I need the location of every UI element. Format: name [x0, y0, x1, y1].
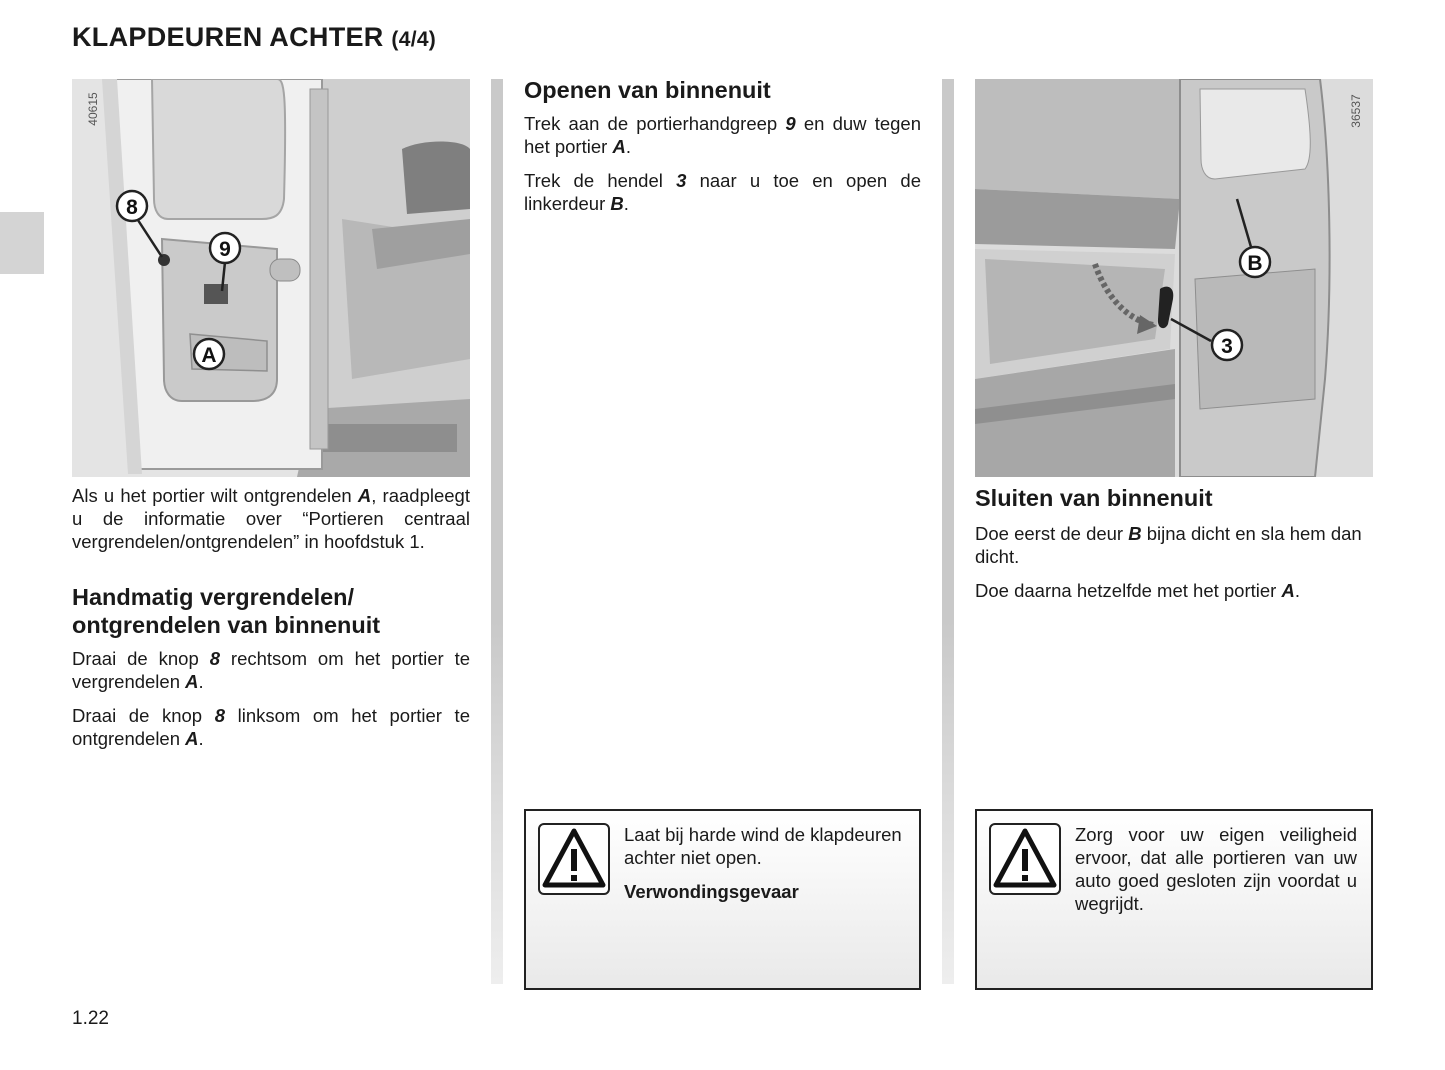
warning-box [975, 809, 1373, 990]
figure-code: 36537 [1349, 94, 1363, 128]
page-title [72, 22, 436, 53]
page-number: 1.22 [72, 1008, 109, 1029]
lever-paragraph: Trek de hendel 3 naar u toe en open de linkerdeur B. [524, 170, 922, 214]
callout-label: 3 [1221, 335, 1233, 358]
warning-text: Laat bij harde wind de klapdeuren achter niet open. [624, 824, 902, 868]
warning-icon [989, 823, 1061, 895]
lock-paragraph: Draai de knop 8 rechtsom om het portier te vergrendelen A. [72, 648, 471, 692]
section-heading: Sluiten van binnenuit [975, 485, 1213, 511]
title-part: (4/4) [391, 28, 437, 51]
callout-label: A [201, 344, 217, 367]
title-main: KLAPDEUREN ACHTER [72, 22, 384, 52]
warning-icon [538, 823, 610, 895]
section-heading: Handmatig vergrendelen/ ontgrendelen van binnenuit [72, 584, 381, 638]
right-column-text [975, 484, 1373, 613]
callout-label: 8 [126, 196, 138, 219]
intro-paragraph: Als u het portier wilt ontgrendelen A, raadpleegt u de informatie over “Portieren centraal vergrendelen/ontgrendelen” in hoofdstuk 1. [72, 485, 470, 552]
column-separator [491, 79, 503, 984]
rear-door-drawing [72, 79, 470, 477]
warning-box [524, 809, 921, 990]
warning-emphasis: Verwondingsgevaar [624, 881, 799, 902]
callout-label: 9 [219, 238, 231, 261]
interior-door-illustration [975, 79, 1373, 477]
unlock-paragraph: Draai de knop 8 linksom om het portier te ontgrendelen A. [72, 705, 470, 749]
callout-label: B [1247, 252, 1263, 275]
open-paragraph: Trek aan de portierhandgreep 9 en duw tegen het portier A. [524, 113, 922, 157]
callout-b [1240, 247, 1270, 277]
callout-a [194, 339, 224, 369]
callout-8 [117, 191, 147, 221]
interior-door-drawing [975, 79, 1373, 477]
middle-column-text [524, 76, 921, 226]
left-column-text [72, 484, 470, 761]
column-separator [942, 79, 954, 984]
warning-text: Zorg voor uw eigen veiligheid ervoor, dat alle portieren van uw auto goed gesloten zijn voordat u wegrijdt. [1075, 824, 1357, 914]
section-heading: Openen van binnenuit [524, 77, 771, 103]
repeat-paragraph: Doe daarna hetzelfde met het portier A. [975, 580, 1300, 601]
callout-3 [1212, 330, 1242, 360]
callout-9 [210, 233, 240, 263]
close-paragraph: Doe eerst de deur B bijna dicht en sla hem dan dicht. [975, 523, 1362, 567]
rear-door-illustration [72, 79, 470, 477]
figure-code: 40615 [86, 92, 100, 126]
chapter-tab [0, 212, 44, 274]
